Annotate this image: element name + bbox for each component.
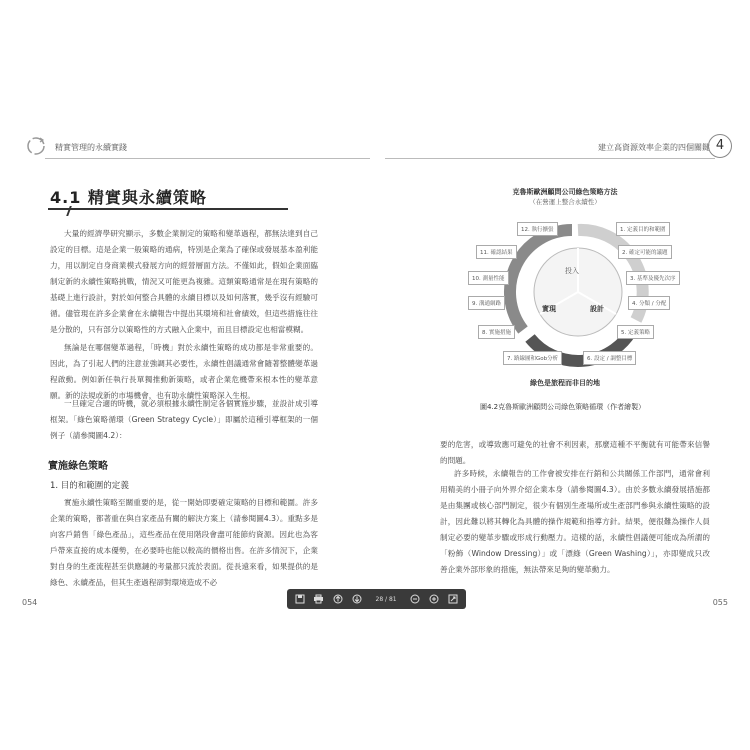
chapter-number-badge: 4	[708, 134, 732, 158]
cycle-step: 8. 實施措施	[478, 325, 515, 339]
cycle-step: 6. 設定 / 調整目標	[583, 351, 636, 365]
cycle-step: 9. 溝通網路	[468, 296, 505, 310]
body-paragraph: 實施永續性策略至關重要的是，從一開始即要確定策略的目標和範圍。許多企業的策略，都著重在與自家產品有關的解決方案上（請參閱圖4.3）。重點多是向客戶銷售「綠色產品」，這些產品在使用階段會盡可能節約資源。因此也為客戶帶來直接的成本優勢，在必要時也能以較高的價格出售。在許多情況下，企業對自身的生產流程甚至供應鏈的考量都只流於表面。從長遠來看，如果提供的是綠色、永續產品，但其生產過程卻對環境造成不必	[50, 498, 318, 587]
cycle-label-input: 投入	[565, 267, 579, 275]
header-divider-right	[385, 158, 715, 159]
recycle-logo-icon	[25, 135, 47, 157]
running-header-right: 建立高資源效率企業的四個關鍵	[598, 143, 710, 152]
print-icon[interactable]	[312, 592, 325, 606]
subsection-title: 實施綠色策略	[48, 461, 108, 472]
subsubsection-title: 1. 目的和範圍的定義	[50, 481, 129, 491]
save-icon[interactable]	[293, 592, 306, 606]
page-indicator[interactable]: 28 / 81	[375, 595, 397, 603]
page-up-icon[interactable]	[331, 592, 344, 606]
body-paragraph: 要的危害，或導致應可避免的社會不利因素，那麼這種不平衡就有可能帶來信譽的問題。	[440, 440, 710, 465]
cycle-step: 11. 確認結果	[476, 245, 517, 259]
page-number-right: 055	[712, 598, 728, 607]
page-number-left: 054	[22, 598, 38, 607]
viewer-toolbar	[287, 589, 466, 609]
section-title: 4.1 精實與永續策略	[50, 188, 207, 207]
cycle-step: 5. 定義策略	[617, 325, 654, 339]
cycle-label-realize: 實現	[542, 305, 556, 313]
section-title-rule	[48, 208, 288, 210]
cycle-step: 3. 基準及優先次序	[626, 271, 680, 285]
cycle-step: 1. 定義目的和範圍	[616, 222, 670, 236]
cycle-step: 10. 測量性能	[468, 271, 509, 285]
zoom-in-icon[interactable]	[428, 592, 441, 606]
body-paragraph: 大量的經濟學研究顯示，多數企業制定的策略和變革過程，都無法達到自己設定的目標。這是企業一般策略的通病，特別是企業為了確保或發展基本盈利能力，用以制定自身商業模式發展方向的經營層面方法。不僅如此，假如企業面臨制定新的永續性策略挑戰，情況又可能更為複雜。這類策略通常是在現有策略的基礎上進行設計，對於如何整合具體的永續目標以及如何落實，幾乎沒有經驗可循。儘管現在許多企業會在永續報告中提出其環境和社會績效，但這些措施往往是分散的，只有部分以策略性的方式融入企業中，而且目標設定也相當模糊。	[50, 229, 318, 334]
figure-subtitle: （在營運上整合永續性）	[529, 198, 601, 206]
page-down-icon[interactable]	[350, 592, 363, 606]
fullscreen-icon[interactable]	[447, 592, 460, 606]
cycle-step: 12. 執行擴張	[517, 222, 558, 236]
body-paragraph: 無論是在哪個變革過程，「時機」對於永續性策略的成功都是非常重要的。因此，為了引起人們的注意並強調其必要性，永續性倡議通常會隨著整體變革過程啟動。例如新任執行長單獨推動新策略，或者企業危機帶來根本性的變革意願。新的法規或新的市場機會，也有助永續性策略深入生根。	[50, 343, 318, 400]
body-paragraph: 許多時候，永續報告的工作會被安排在行銷和公共關係工作部門，通常會利用精美的小冊子向外界介紹企業本身（請參閱圖4.3）。由於多數永續發展措施都是由集團或核心部門制定，很少有個別生產場所或生產部門參與永續性策略的設計，因此難以將其轉化為具體的操作規範和指導方針。結果，便很難為操作人員制定必要的變革步驟或形成行動壓力。這樣的話，永續性倡議便可能成為所謂的「粉飾（Window Dressing）」或「漂綠（Green Washing）」，亦即變成只改善企業外部形象的措施，無法帶來足夠的變革動力。	[440, 469, 710, 574]
figure-title: 克魯斯歐洲顧問公司綠色策略方法	[512, 188, 618, 196]
cycle-label-design: 設計	[590, 305, 604, 313]
cycle-step: 2. 確定可能的議題	[618, 245, 672, 259]
cycle-step: 4. 分類 / 分配	[628, 296, 670, 310]
running-header-left: 精實管理的永續實踐	[55, 143, 127, 152]
cycle-step: 7. 路線圖和Gob分析	[503, 351, 562, 365]
figure-caption: 圖4.2克魯斯歐洲顧問公司綠色策略循環（作者繪製）	[480, 403, 646, 411]
header-divider-left	[45, 158, 370, 159]
body-paragraph: 一旦確定合適的時機，就必須根據永續性制定各個實施步驟，並設計成引導框架。「綠色策略循環（Green Strategy Cycle）」即屬於這種引導框架的一個例子（請參閱圖4.2）：	[50, 399, 318, 440]
zoom-out-icon[interactable]	[409, 592, 422, 606]
figure-footer-text: 綠色是旅程而非目的地	[530, 379, 600, 387]
